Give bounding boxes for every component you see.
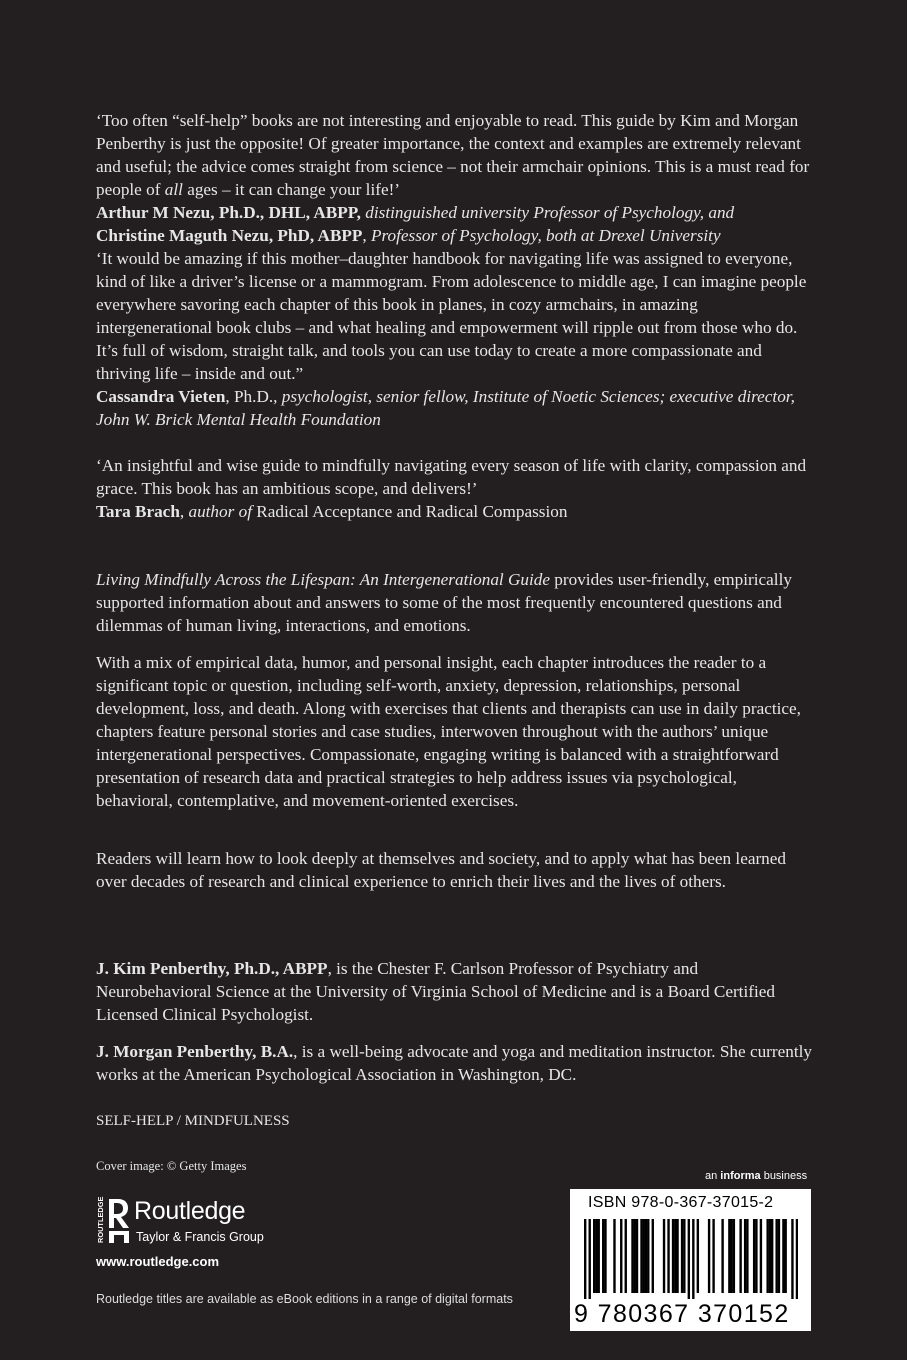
barcode-bar	[643, 1219, 645, 1293]
barcode-bar	[784, 1219, 786, 1293]
barcode-bar	[769, 1219, 771, 1293]
barcode-bar	[771, 1219, 773, 1293]
barcode-bar	[683, 1219, 685, 1293]
barcode-bar	[598, 1219, 600, 1293]
author-bio-1: J. Kim Penberthy, Ph.D., ABPP, is the Chester F. Carlson Professor of Psychiatry and Neurobehavioral Science at the University of Virginia School of Medicine and is a Board Certified Licensed Clinical Psychologist.	[96, 959, 775, 1024]
endorsement-3	[96, 454, 816, 523]
barcode-bar	[634, 1219, 636, 1293]
barcode-bar	[692, 1219, 694, 1299]
author-bio-2: J. Morgan Penberthy, B.A., is a well-being advocate and yoga and meditation instructor. She currently works at the American Psychological Association in Washington, DC.	[96, 1042, 812, 1084]
endorsement-1	[96, 109, 816, 247]
barcode-bar	[775, 1219, 777, 1293]
endorsement-3-attribution: Tara Brach, author of Radical Acceptance and Radical Compassion	[96, 502, 568, 521]
publisher-group: Taylor & Francis Group	[136, 1230, 264, 1244]
barcode-bar	[604, 1219, 606, 1293]
barcode-bar	[744, 1219, 746, 1293]
description-paragraph-2: With a mix of empirical data, humor, and personal insight, each chapter introduces the reader to a significant topic or question, including self-worth, anxiety, depression, relationships, personal development, loss, and death. Along with exercises that clients and therapists can use in daily practice, chapters feature personal stories and case studies, interwoven throughout with the authors’ unique intergenerational perspectives. Compassionate, engaging writing is balanced with a straightforward presentation of research data and practical strategies to help address issues via psychological, behavioral, contemplative, and movement-oriented exercises.	[96, 653, 801, 810]
barcode-bar	[739, 1219, 741, 1293]
barcode-bar	[652, 1219, 654, 1293]
barcode-bar	[647, 1219, 649, 1293]
barcode-bar	[674, 1219, 676, 1293]
barcode-bar	[640, 1219, 642, 1293]
barcode-bar	[636, 1219, 638, 1293]
barcode-bar	[721, 1219, 723, 1293]
barcode-bar	[663, 1219, 665, 1293]
description-paragraph-3: Readers will learn how to look deeply at themselves and society, and to apply what has been learned over decades of research and clinical experience to enrich their lives and the lives of others.	[96, 849, 786, 891]
barcode-bar	[613, 1219, 615, 1293]
endorsement-2-attribution: Cassandra Vieten, Ph.D., psychologist, senior fellow, Institute of Noetic Sciences; executive director, John W. Brick Mental Health Foundation	[96, 387, 795, 429]
barcode-bar	[791, 1219, 793, 1299]
barcode-bar	[676, 1219, 678, 1293]
barcode-bar	[672, 1219, 674, 1293]
isbn-label: ISBN 978-0-367-37015-2	[588, 1194, 774, 1211]
endorsement-3-quote: ‘An insightful and wise guide to mindfully navigating every season of life with clarity, compassion and grace. This book has an ambitious scope, and delivers!’	[96, 456, 807, 498]
endorsement-2	[96, 247, 816, 431]
barcode-bar	[782, 1219, 784, 1293]
description-paragraph-1: Living Mindfully Across the Lifespan: An Intergenerational Guide provides user-friendly, empirically supported information about and answers to some of the most frequently encountered questions and dilemmas of human living, interactions, and emotions.	[96, 570, 792, 635]
barcode-bar	[645, 1219, 647, 1293]
author-1-name: J. Kim Penberthy, Ph.D., ABPP	[96, 959, 328, 978]
barcode-bar	[681, 1219, 683, 1293]
routledge-vertical-wordmark: ROUTLEDGE	[96, 1196, 105, 1243]
barcode-bar	[728, 1219, 730, 1293]
barcode-bar	[697, 1219, 699, 1293]
barcode-bar	[595, 1219, 597, 1293]
subject-category: SELF-HELP / MINDFULNESS	[96, 1113, 290, 1129]
barcode-bar	[625, 1219, 627, 1293]
barcode-bar	[602, 1219, 604, 1293]
informa-business-mark: an informa business	[705, 1170, 808, 1182]
barcode-bar	[708, 1219, 710, 1293]
endorsement-1-attribution: Arthur M Nezu, Ph.D., DHL, ABPP, distinguished university Professor of Psychology, and Christine Maguth Nezu, PhD, ABPP, Professor of Psychology, both at Drexel University	[96, 203, 735, 245]
barcode-digits: 9 780367 370152	[574, 1300, 790, 1328]
barcode-bar	[589, 1219, 591, 1299]
endorsement-1-quote: ‘Too often “self-help” books are not interesting and enjoyable to read. This guide by Kim and Morgan Penberthy is just the opposite! Of greater importance, the context and examples are extremely relevant and useful; the advice comes straight from science – not their armchair opinions. This is a must read for people of all ages – it can change your life!’	[96, 111, 810, 199]
book-title: Living Mindfully Across the Lifespan: An Intergenerational Guide	[96, 570, 550, 589]
barcode-bar	[766, 1219, 768, 1293]
barcode-bar	[688, 1219, 690, 1299]
barcode-bar	[760, 1219, 762, 1293]
barcode-bar	[753, 1219, 755, 1293]
barcode-bar	[746, 1219, 748, 1293]
barcode-bar	[712, 1219, 714, 1293]
barcode-bar	[631, 1219, 633, 1293]
endorsement-2-quote: ‘It would be amazing if this mother–daughter handbook for navigating life was assigned to everyone, kind of like a driver’s license or a mammogram. From adolescence to middle age, I can imagine people everywhere savoring each chapter of this book in planes, in cozy armchairs, in amazing intergenerational book clubs – and what healing and empowerment will ripple out from those who do. It’s full of wisdom, straight talk, and tools you can use today to create a more compassionate and thriving life – inside and out.”	[96, 249, 807, 383]
barcode-bar	[733, 1219, 735, 1293]
ebook-note: Routledge titles are available as eBook editions in a range of digital formats	[96, 1292, 513, 1306]
barcode-bar	[593, 1219, 595, 1293]
barcode-bar	[796, 1219, 798, 1299]
isbn-barcode-panel	[570, 1189, 811, 1331]
barcode-icon	[584, 1219, 798, 1299]
barcode-bar	[584, 1219, 586, 1299]
cover-image-credit: Cover image: © Getty Images	[96, 1159, 247, 1173]
barcode-bar	[620, 1219, 622, 1293]
author-2-name: J. Morgan Penberthy, B.A.	[96, 1042, 294, 1061]
barcode-bar	[730, 1219, 732, 1293]
barcode-bar	[755, 1219, 757, 1293]
publisher-url: www.routledge.com	[96, 1254, 220, 1269]
publisher-name: Routledge	[134, 1197, 246, 1225]
barcode-bar	[667, 1219, 669, 1293]
barcode-bar	[778, 1219, 780, 1293]
